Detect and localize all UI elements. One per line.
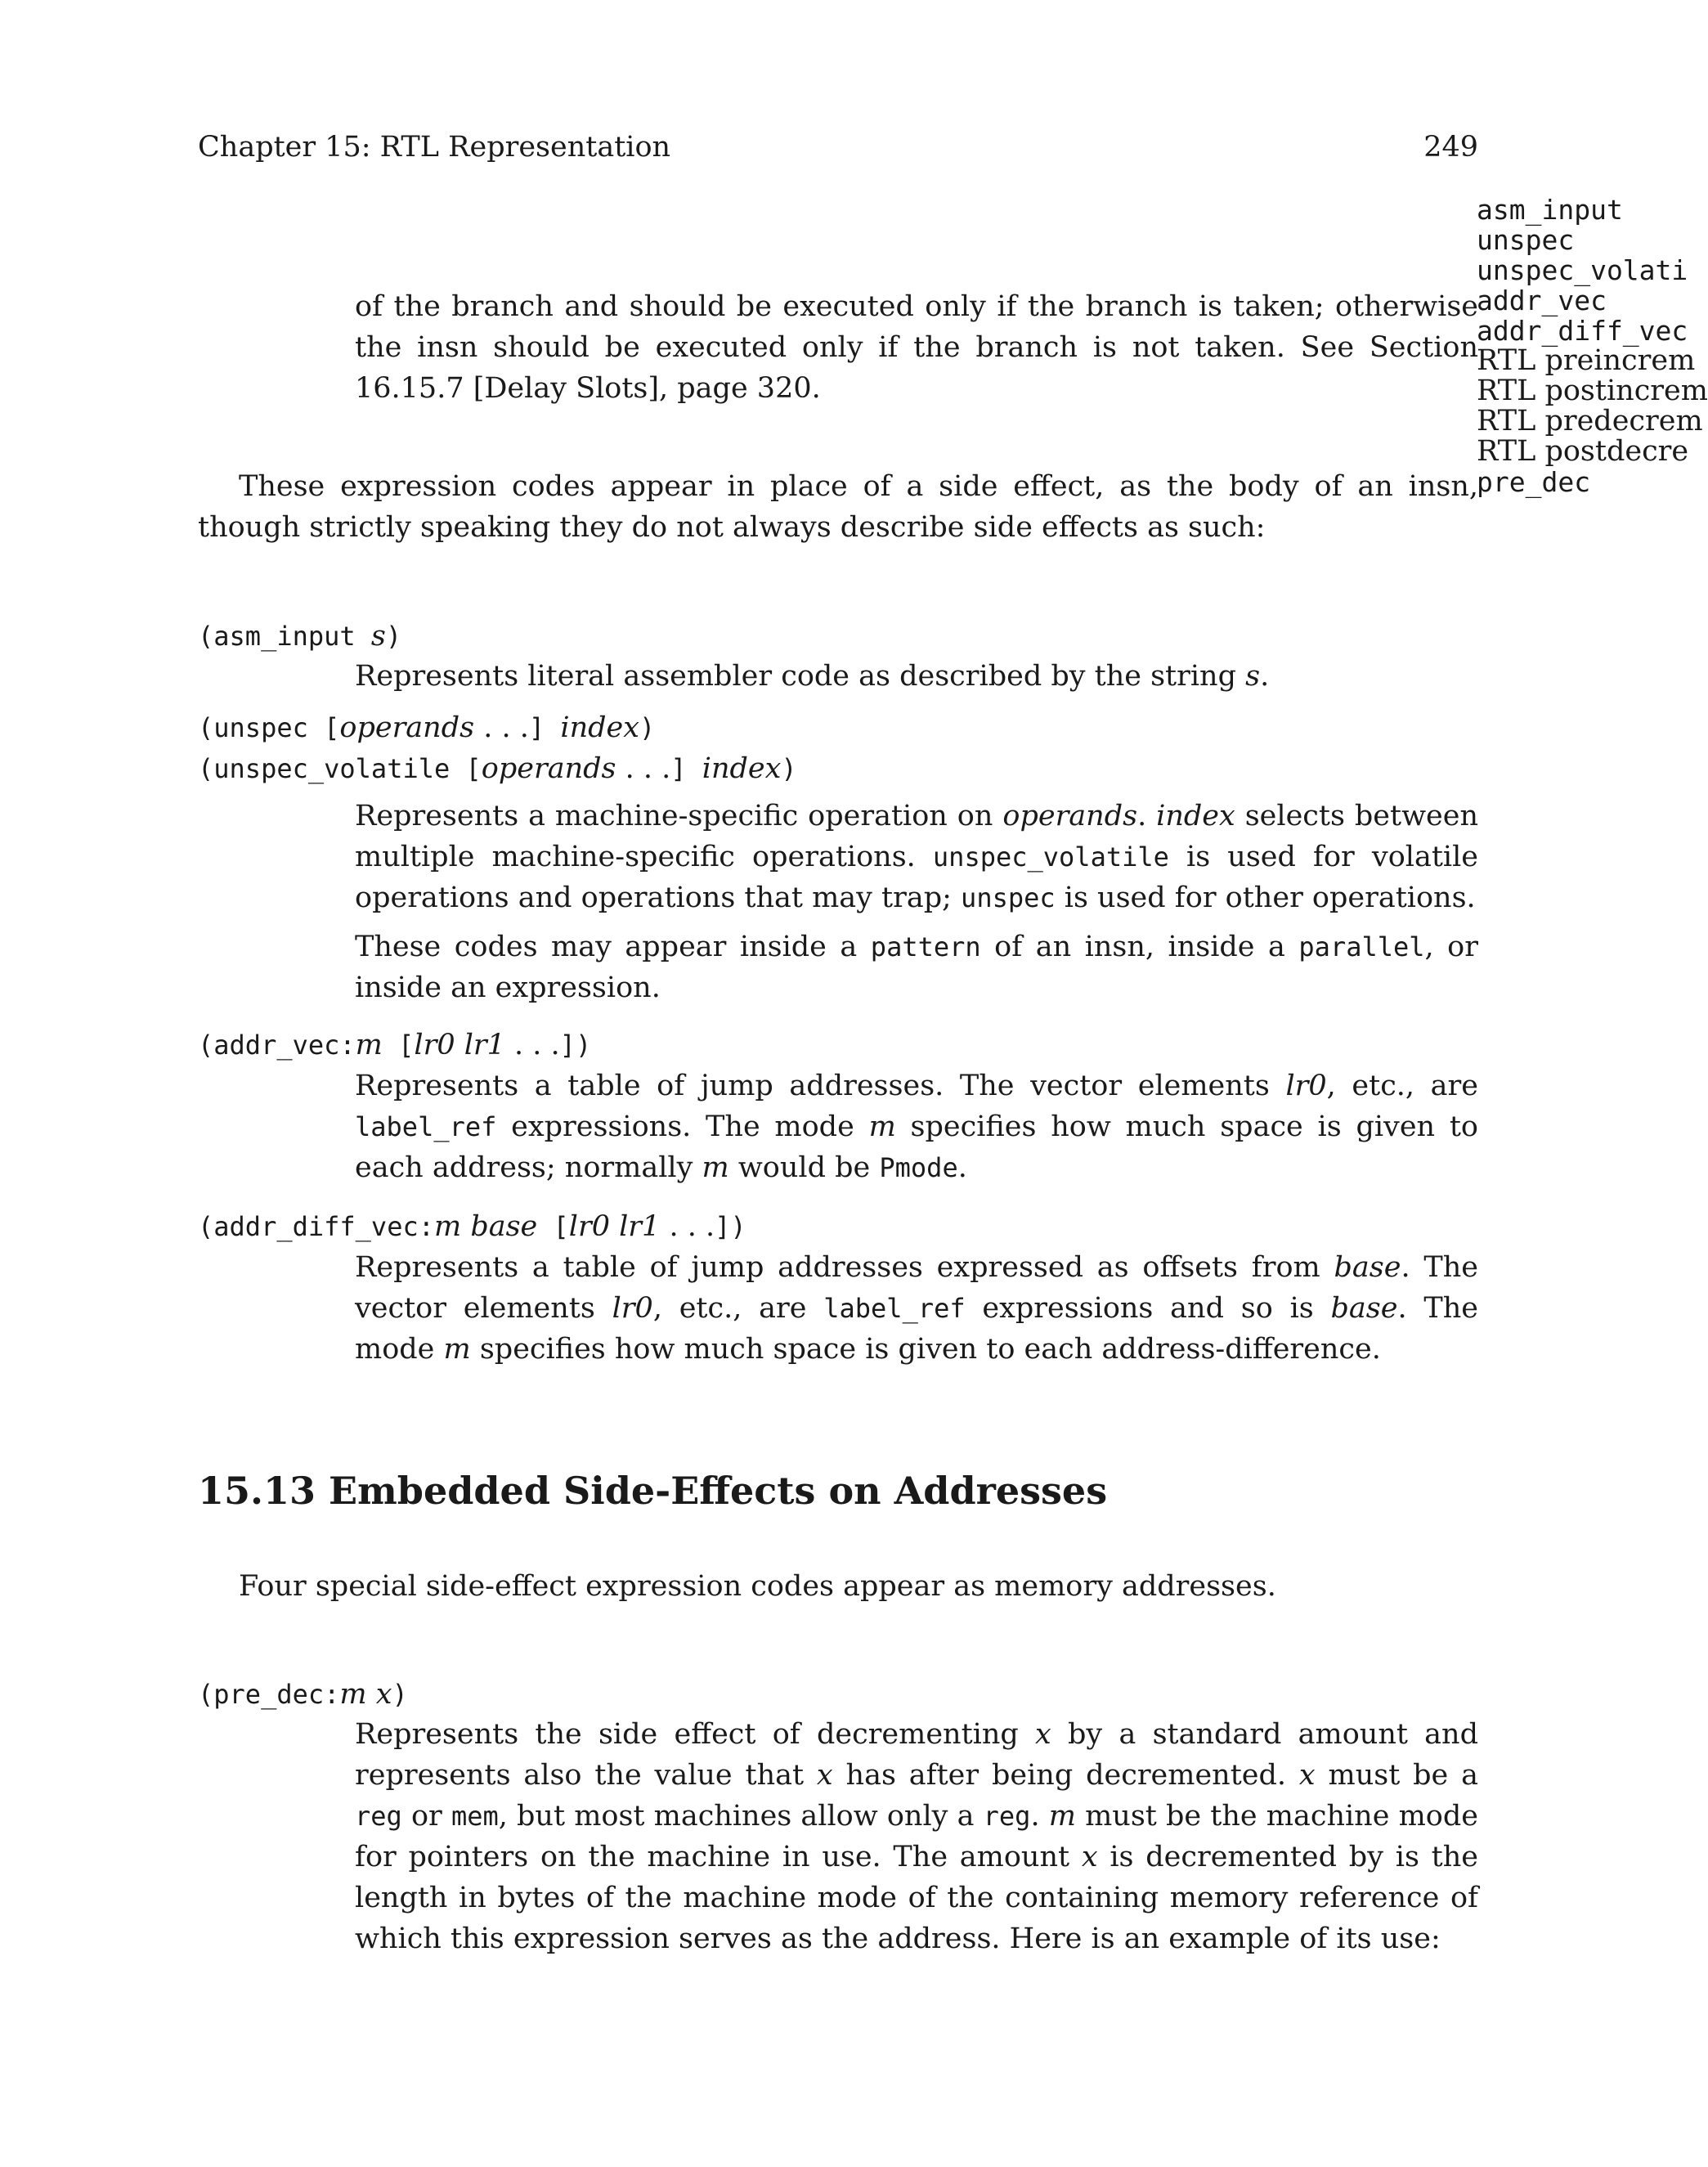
code-text: parallel <box>1298 931 1425 962</box>
code-text: ]) <box>559 1030 592 1061</box>
arg-var: index <box>702 752 782 785</box>
unspec-description <box>355 796 1478 918</box>
section-intro: Four special side-effect expression codes appear as memory addresses. <box>239 1570 1276 1603</box>
continuation-paragraph: of the branch and should be executed only if the branch is taken; otherwise the insn should be executed only if the branch is not taken. See Section 16.15.7 [Delay Slots], page 320. <box>355 290 1478 405</box>
arg-var: m <box>702 1151 729 1184</box>
code-text: (unspec_volatile [ <box>198 753 482 784</box>
addr-diff-vec-description <box>355 1247 1478 1370</box>
arg-var: m <box>443 1333 471 1366</box>
text-run: Represents literal assembler code as described by the string <box>355 660 1246 693</box>
text-run: is decremented by is the length in bytes of the machine mode of the containing memory reference of which this expression serves as the address. Here is an example of its use: <box>355 1841 1478 1955</box>
arg-var: x <box>1298 1759 1316 1792</box>
arg-var: lr0 lr1 <box>414 1029 505 1061</box>
arg-var: x <box>1081 1841 1098 1873</box>
text-run: . <box>1260 660 1270 693</box>
code-text: ] <box>670 753 702 784</box>
arg-var: x <box>1035 1718 1051 1751</box>
text-run: is used for volatile operations and operations that may trap; <box>355 841 1478 914</box>
code-text: mem <box>451 1801 499 1832</box>
arg-var: base <box>1330 1292 1398 1325</box>
text-run: . <box>957 1151 967 1184</box>
ellipsis: . . . <box>474 711 529 744</box>
text-run: Represents a table of jump addresses. The vector elements <box>355 1070 1286 1102</box>
margin-entry: asm_input <box>1477 194 1623 226</box>
code-text: Pmode <box>879 1152 958 1183</box>
addr-diff-vec-heading <box>198 1210 746 1243</box>
code-text: ]) <box>715 1211 746 1242</box>
arg-var: m <box>433 1210 462 1243</box>
arg-var: s <box>370 620 386 653</box>
margin-index <box>1477 195 1708 497</box>
running-header <box>198 131 1478 164</box>
code-text: unspec_volatile <box>932 841 1169 873</box>
addr-vec-description <box>355 1066 1478 1188</box>
text-run: must be the machine mode for pointers on the machine in use. The amount <box>355 1800 1478 1873</box>
code-text: label_ref <box>355 1111 497 1142</box>
ellipsis: . . . <box>616 752 671 785</box>
pre-dec-description <box>355 1714 1478 1959</box>
code-text: pattern <box>870 931 981 962</box>
code-text: ) <box>781 753 797 784</box>
unspec-heading <box>198 711 655 744</box>
code-text: (pre_dec: <box>198 1679 340 1710</box>
text-run: . The mode <box>355 1292 1478 1366</box>
arg-var: m <box>355 1029 383 1061</box>
ellipsis: . . . <box>660 1210 715 1243</box>
text-run: specifies how much space is given to each address; normally <box>355 1110 1478 1184</box>
arg-var: base <box>1334 1251 1401 1284</box>
intro-paragraph: These expression codes appear in place of a side effect, as the body of an insn, though strictly speaking they do not always describe side effects as such: <box>198 470 1478 544</box>
arg-var: lr0 lr1 <box>568 1210 661 1243</box>
text-run: selects between multiple machine-specific operations. <box>355 800 1478 873</box>
text-run: . <box>1030 1800 1049 1833</box>
text-run: must be a <box>1315 1759 1479 1792</box>
code-text: [ <box>537 1211 569 1242</box>
text-run: is used for other operations. <box>1055 882 1476 914</box>
arg-var: index <box>560 711 639 744</box>
arg-var: x <box>366 1678 392 1711</box>
code-text: ) <box>385 621 402 652</box>
code-text: (addr_diff_vec: <box>198 1211 434 1242</box>
margin-entry: RTL preincrem <box>1477 344 1696 377</box>
section-heading: 15.13 Embedded Side-Effects on Addresses <box>198 1469 1108 1513</box>
text-run: , etc., are <box>652 1292 824 1325</box>
text-run: . <box>1137 800 1157 832</box>
chapter-title: Chapter 15: RTL Representation <box>198 131 671 164</box>
text-run: has after being decremented. <box>832 1759 1299 1792</box>
arg-var: operands <box>339 711 475 744</box>
arg-var: m <box>339 1678 367 1711</box>
code-text: [ <box>382 1030 415 1061</box>
addr-vec-heading <box>198 1029 591 1061</box>
text-run: expressions. The mode <box>496 1110 869 1143</box>
unspec-volatile-heading <box>198 752 797 785</box>
code-text: ] <box>528 712 561 743</box>
text-run: Represents a machine-specific operation on <box>355 800 1003 832</box>
arg-var: x <box>816 1759 833 1792</box>
arg-var: base <box>461 1210 538 1243</box>
margin-entry: addr_vec <box>1477 285 1607 316</box>
text-run: Represents the side effect of decrementing <box>355 1718 1036 1751</box>
code-text: reg <box>355 1801 402 1832</box>
arg-var: lr0 <box>612 1292 653 1325</box>
text-run: specifies how much space is given to each address-difference. <box>470 1333 1381 1366</box>
text-run: , or inside an expression. <box>355 931 1478 1004</box>
margin-entry: RTL postdecre <box>1477 435 1689 468</box>
margin-entry: addr_diff_vec <box>1477 315 1688 347</box>
code-text: (asm_input <box>198 621 371 652</box>
page-number: 249 <box>1423 131 1478 164</box>
text-run: would be <box>728 1151 880 1184</box>
arg-var: operands <box>1002 800 1138 832</box>
text-run: or <box>401 1800 451 1833</box>
text-run: expressions and so is <box>965 1292 1331 1325</box>
text-run: Represents a table of jump addresses expressed as offsets from <box>355 1251 1334 1284</box>
text-run: . The vector elements <box>355 1251 1478 1325</box>
ellipsis: . . . <box>504 1029 560 1061</box>
arg-var: m <box>868 1110 896 1143</box>
arg-var: index <box>1156 800 1235 832</box>
margin-entry: RTL predecrem <box>1477 405 1703 437</box>
margin-entry: pre_dec <box>1477 466 1591 498</box>
code-text: unspec <box>961 882 1056 913</box>
code-text: label_ref <box>823 1293 966 1324</box>
unspec-description-2 <box>355 926 1478 1008</box>
arg-var: lr0 <box>1285 1070 1327 1102</box>
margin-entry: unspec <box>1477 224 1575 256</box>
code-text: (unspec [ <box>198 712 340 743</box>
asm-input-heading <box>198 620 401 653</box>
code-text: ) <box>392 1679 408 1710</box>
arg-var: operands <box>481 752 616 785</box>
margin-entry: unspec_volati <box>1477 254 1688 286</box>
text-run: These codes may appear inside a <box>355 931 871 963</box>
arg-var: s <box>1245 660 1261 693</box>
text-run: , etc., are <box>1326 1070 1478 1102</box>
code-text: (addr_vec: <box>198 1030 356 1061</box>
pre-dec-heading <box>198 1678 408 1711</box>
text-run: , but most machines allow only a <box>498 1800 984 1833</box>
asm-input-description <box>355 656 1478 697</box>
arg-var: m <box>1048 1800 1076 1833</box>
text-run: by a standard amount and represents also the value that <box>355 1718 1478 1792</box>
code-text: ) <box>639 712 656 743</box>
code-text: reg <box>983 1801 1031 1832</box>
text-run: of an insn, inside a <box>980 931 1299 963</box>
margin-entry: RTL postincrem <box>1477 375 1708 407</box>
